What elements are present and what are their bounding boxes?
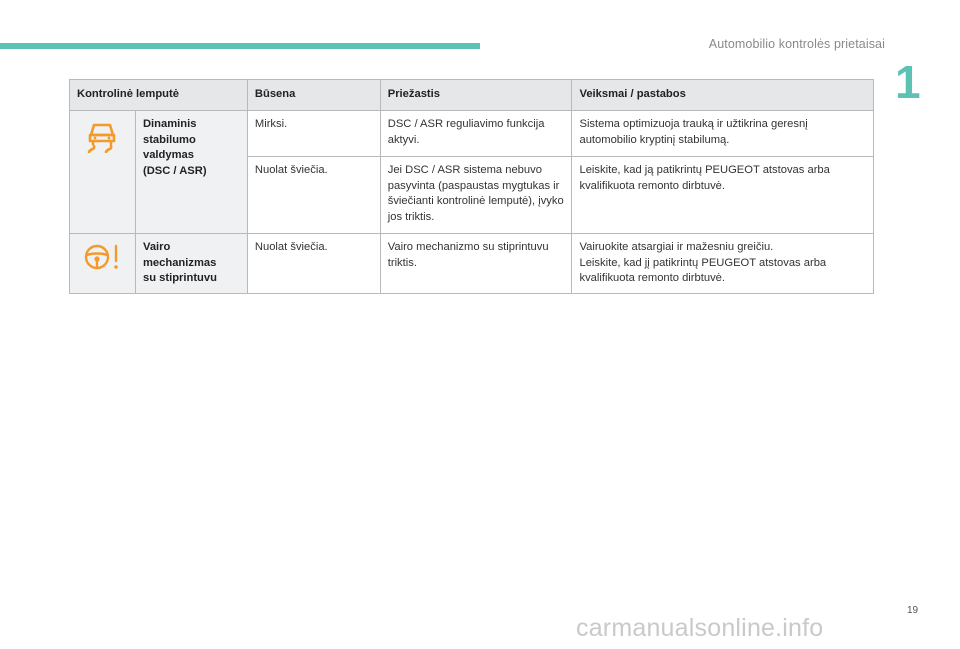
light-name-line: mechanizmas (142, 256, 217, 269)
column-header-action: Veiksmai / pastabos (572, 80, 874, 111)
table-header-row (70, 80, 874, 111)
column-header-light: Kontrolinė lemputė (70, 80, 248, 111)
light-name-cell (135, 234, 247, 294)
cause-cell: Jei DSC / ASR sistema nebuvo pasyvinta (paspaustas mygtukas ir šviečianti kontrolinė lemputė), įvyko jos triktis. (380, 157, 572, 234)
warning-lights-table (69, 79, 874, 294)
section-title: Automobilio kontrolės prietaisai (708, 37, 885, 51)
watermark: carmanualsonline.info (576, 614, 824, 642)
state-cell: Nuolat šviečia. (247, 234, 380, 294)
cause-cell: DSC / ASR reguliavimo funkcija aktyvi. (380, 111, 572, 157)
light-name-line: Vairo (142, 241, 171, 253)
light-name-line: su stiprintuvu (142, 272, 217, 284)
cause-cell: Vairo mechanizmo su stiprintuvu triktis. (380, 234, 572, 294)
column-header-state: Būsena (247, 80, 380, 111)
action-cell (572, 157, 874, 234)
chapter-number: 1 (895, 56, 921, 108)
column-header-cause: Priežastis (380, 80, 572, 111)
action-cell (572, 111, 874, 157)
action-line: Sistema optimizuoja trauką ir užtikrina geresnį automobilio kryptinį stabilumą. (579, 118, 808, 146)
table-row (70, 111, 874, 157)
action-line: Leiskite, kad ją patikrintų PEUGEOT atstovas arba kvalifikuota remonto dirbtuvė. (579, 164, 830, 192)
page-number: 19 (907, 605, 919, 616)
light-icon-cell (70, 111, 136, 234)
action-line: Vairuokite atsargiai ir mažesniu greičiu. (579, 241, 774, 253)
light-icon-cell (70, 234, 136, 294)
table-row (70, 234, 874, 294)
light-name-line: Dinaminis (142, 118, 197, 130)
action-cell (572, 234, 874, 294)
action-line: Leiskite, kad jį patikrintų PEUGEOT atstovas arba kvalifikuota remonto dirbtuvė. (579, 256, 827, 284)
state-cell: Mirksi. (247, 111, 380, 157)
light-name-line: valdymas (142, 149, 194, 161)
power-steering-warning-icon (82, 242, 122, 278)
state-cell: Nuolat šviečia. (247, 157, 380, 234)
light-name-line: (DSC / ASR) (142, 164, 207, 177)
light-name-line: stabilumo (142, 133, 196, 146)
stability-control-icon (85, 119, 119, 159)
light-name-cell (135, 111, 247, 234)
header-accent-bar (0, 43, 480, 49)
